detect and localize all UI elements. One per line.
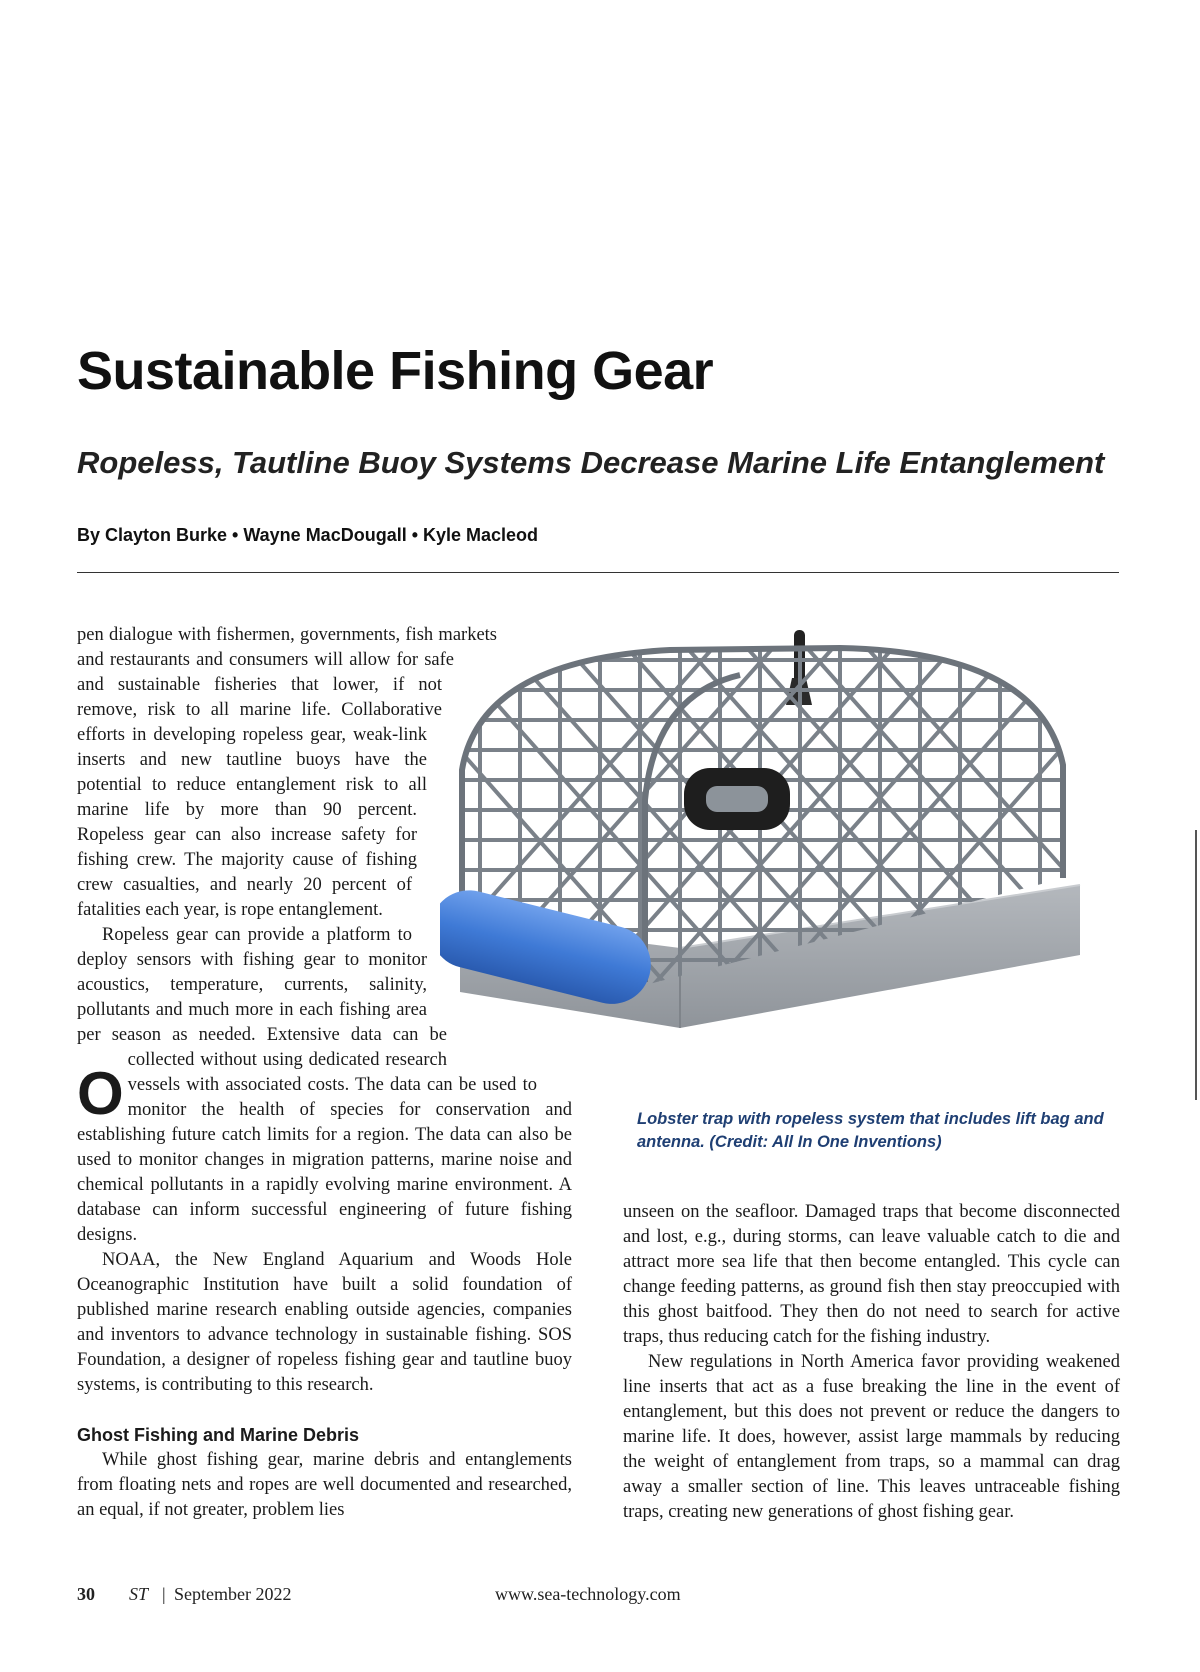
page-number: 30 <box>77 1584 95 1604</box>
paragraph-3: NOAA, the New England Aquarium and Woods Hole Oceanographic Institution have built a solid foundation of published marine research enabling outside agencies, companies and inventors to advance technology in sustainable fishing. SOS Foundation, a designer of ropeless fishing gear and tautline buoy systems, is contributing to this research. <box>77 1250 572 1395</box>
paragraph-1: O pen dialogue with fishermen, governments, fish markets and restaurants and consumers will allow for safe and sustainable fisheries that lower, if not remove, risk to all marine life. Collaborative efforts in developing ropeless gear, weak-link inserts and new tautline buoys have the potential to reduce entanglement risk to all marine life by more than 90 percent. Ropeless gear can also increase safety for fishing crew. The majority cause of fishing crew casualties, and nearly 20 percent of fatalities each year, is rope entanglement. <box>77 625 497 1127</box>
paragraph-6: New regulations in North America favor providing weakened line inserts that act as a fuse breaking the line in the event of entanglement, but this does not prevent or reduce the dangers to marine life. It does, however, assist large mammals by reducing the weight of entanglement from traps, so a mammal can drag away a smaller section of line. This leaves untraceable fishing traps, creating new generations of ghost fishing gear. <box>623 1352 1120 1522</box>
article-title: Sustainable Fishing Gear <box>77 341 714 401</box>
website-link[interactable]: www.sea-technology.com <box>495 1584 681 1604</box>
section-heading: Ghost Fishing and Marine Debris <box>77 1425 360 1445</box>
page-footer <box>77 1584 1120 1608</box>
issue-date: September 2022 <box>174 1584 292 1604</box>
byline: By Clayton Burke • Wayne MacDougall • Kyle Macleod <box>77 525 539 545</box>
page-edge-mark <box>1195 830 1197 1100</box>
header-divider <box>77 572 1119 573</box>
article-subtitle: Ropeless, Tautline Buoy Systems Decrease Marine Life Entanglement <box>77 445 1105 480</box>
paragraph-2: Ropeless gear can provide a platform to deploy sensors with fishing gear to monitor acoustics, temperature, currents, salinity, pollutants and much more in each fishing area per season as needed. Extensive data can be collected without using dedicated research vessels with associated costs. The data can be used to monitor the health of species for conservation and establishing future catch limits for a region. The data can also be used to monitor changes in migration patterns, marine noise and chemical pollutants in a rapidly evolving marine environment. A database can inform successful engineering of future fishing designs. <box>77 925 572 1245</box>
figure-caption: Lobster trap with ropeless system that includes lift bag and antenna. (Credit: All In One Inventions) <box>637 1110 1104 1151</box>
publication-name: ST <box>129 1584 149 1604</box>
footer-separator: | <box>162 1584 166 1604</box>
lobster-trap-illustration <box>440 620 1130 1080</box>
paragraph-5: unseen on the seafloor. Damaged traps that become disconnected and lost, e.g., during storms, can leave valuable catch to die and attract more sea life that then become entangled. This cycle can change feeding patterns, as ground fish then stay preoccupied with this ghost baitfood. They then do not need to search for active traps, thus reducing catch for the fishing industry. <box>623 1202 1120 1347</box>
drop-cap: O <box>77 1060 124 1127</box>
right-column <box>623 1200 1120 1525</box>
paragraph-4: While ghost fishing gear, marine debris and entanglements from floating nets and ropes are well documented and researched, an equal, if not greater, problem lies <box>77 1450 572 1520</box>
